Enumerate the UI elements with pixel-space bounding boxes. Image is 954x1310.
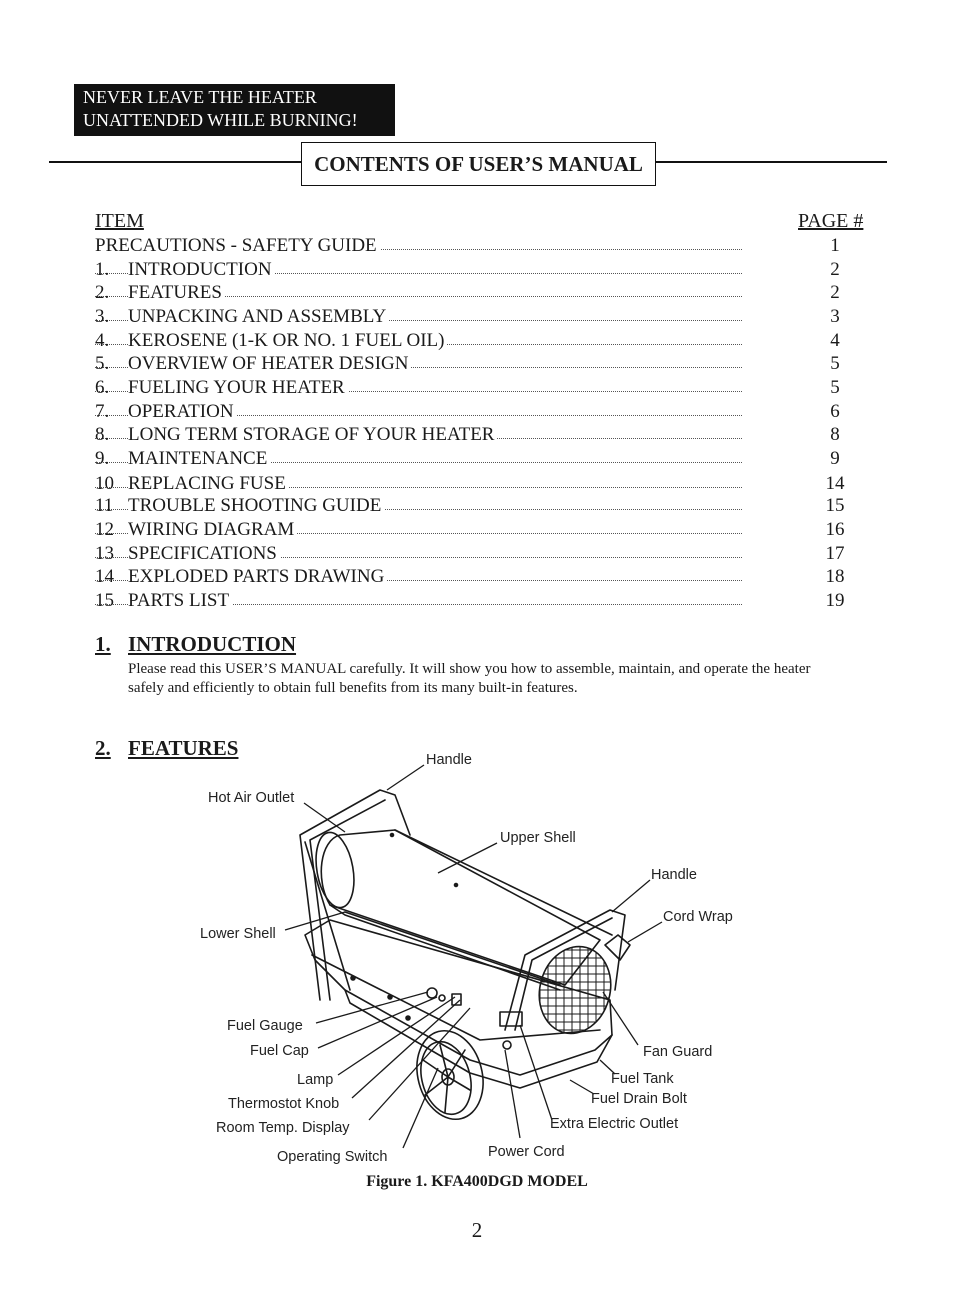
toc-num: 10 bbox=[95, 473, 114, 494]
label-room-temp-display: Room Temp. Display bbox=[216, 1120, 350, 1136]
label-fuel-gauge: Fuel Gauge bbox=[227, 1018, 303, 1034]
upper-shell-drawing bbox=[321, 830, 600, 985]
toc-page: 8 bbox=[830, 424, 840, 445]
label-hot-air-outlet: Hot Air Outlet bbox=[208, 790, 295, 806]
label-handle-top: Handle bbox=[426, 752, 472, 768]
page-number: 2 bbox=[471, 1218, 483, 1242]
toc-num: 3. bbox=[95, 306, 110, 327]
label-thermostat-knob: Thermostot Knob bbox=[228, 1096, 340, 1112]
toc-title: TROUBLE SHOOTING GUIDE bbox=[128, 495, 384, 517]
label-extra-electric-outlet: Extra Electric Outlet bbox=[550, 1116, 679, 1132]
label-fuel-drain-bolt: Fuel Drain Bolt bbox=[591, 1091, 687, 1107]
warning-line-1: NEVER LEAVE THE HEATER bbox=[83, 87, 317, 107]
label-lower-shell: Lower Shell bbox=[200, 926, 276, 942]
toc-num: 14 bbox=[95, 566, 114, 587]
toc-page: 15 bbox=[825, 495, 845, 516]
toc-page: 1 bbox=[830, 235, 840, 256]
section-title: FEATURES bbox=[128, 736, 239, 760]
toc-page: 17 bbox=[825, 543, 845, 564]
wheel-drawing bbox=[407, 1023, 492, 1126]
toc-page: 4 bbox=[830, 330, 840, 351]
toc-page: 18 bbox=[825, 566, 845, 587]
toc-page: 3 bbox=[830, 306, 840, 327]
toc-num: 15 bbox=[95, 590, 114, 611]
toc-title: UNPACKING AND ASSEMBLY bbox=[128, 306, 389, 328]
toc-num: 2. bbox=[95, 282, 110, 303]
label-upper-shell: Upper Shell bbox=[500, 830, 576, 846]
toc-page: 5 bbox=[830, 353, 840, 374]
label-power-cord: Power Cord bbox=[488, 1144, 565, 1160]
toc-title: FUELING YOUR HEATER bbox=[128, 377, 348, 399]
toc-title: FEATURES bbox=[128, 282, 225, 304]
label-handle-right: Handle bbox=[651, 867, 697, 883]
toc-title: PRECAUTIONS - SAFETY GUIDE bbox=[95, 235, 380, 257]
toc-header-item: ITEM bbox=[95, 210, 144, 232]
label-operating-switch: Operating Switch bbox=[277, 1149, 388, 1165]
label-cord-wrap: Cord Wrap bbox=[663, 909, 733, 925]
label-lamp: Lamp bbox=[297, 1072, 334, 1088]
toc-num: 5. bbox=[95, 353, 110, 374]
section-title: INTRODUCTION bbox=[128, 632, 297, 656]
toc-page: 5 bbox=[830, 377, 840, 398]
toc-page: 9 bbox=[830, 448, 840, 469]
label-fuel-cap: Fuel Cap bbox=[250, 1043, 309, 1059]
contents-title: CONTENTS OF USER’S MANUAL bbox=[301, 142, 656, 186]
toc-num: 9. bbox=[95, 448, 110, 469]
warning-line-2: UNATTENDED WHILE BURNING! bbox=[83, 110, 358, 130]
label-fuel-tank: Fuel Tank bbox=[611, 1071, 674, 1087]
toc-title: EXPLODED PARTS DRAWING bbox=[128, 566, 387, 588]
toc-title: SPECIFICATIONS bbox=[128, 543, 280, 565]
toc-title: KEROSENE (1-K OR NO. 1 FUEL OIL) bbox=[128, 330, 447, 352]
toc-title: LONG TERM STORAGE OF YOUR HEATER bbox=[128, 424, 497, 446]
toc-num: 8. bbox=[95, 424, 110, 445]
toc-title: REPLACING FUSE bbox=[128, 473, 289, 495]
toc-num: 1. bbox=[95, 259, 110, 280]
toc-page: 14 bbox=[825, 473, 845, 494]
toc-title: WIRING DIAGRAM bbox=[128, 519, 297, 541]
toc-num: 13 bbox=[95, 543, 114, 564]
toc-num: 11 bbox=[95, 495, 114, 516]
toc-page: 2 bbox=[830, 282, 840, 303]
label-fan-guard: Fan Guard bbox=[643, 1044, 713, 1060]
toc-num: 6. bbox=[95, 377, 110, 398]
toc-title: MAINTENANCE bbox=[128, 448, 270, 470]
toc-page: 2 bbox=[830, 259, 840, 280]
toc-page: 6 bbox=[830, 401, 840, 422]
toc-num: 7. bbox=[95, 401, 110, 422]
toc-page: 19 bbox=[825, 590, 845, 611]
section-number: 2. bbox=[95, 736, 111, 760]
toc-title: OPERATION bbox=[128, 401, 237, 423]
section-number: 1. bbox=[95, 632, 111, 656]
toc-title: PARTS LIST bbox=[128, 590, 232, 612]
intro-paragraph: Please read this USER’S MANUAL carefully. It will show you how to assemble, maintain, and operate the heater safely and efficiently to obtain full benefits from its many built-in features. bbox=[128, 661, 811, 696]
figure-caption: Figure 1. KFA400DGD MODEL bbox=[366, 1173, 588, 1190]
toc-title: INTRODUCTION bbox=[128, 259, 275, 281]
toc-num: 4. bbox=[95, 330, 110, 351]
toc-num: 12 bbox=[95, 519, 114, 540]
toc-page: 16 bbox=[825, 519, 845, 540]
toc-header-page: PAGE # bbox=[798, 210, 864, 232]
toc-title: OVERVIEW OF HEATER DESIGN bbox=[128, 353, 411, 375]
